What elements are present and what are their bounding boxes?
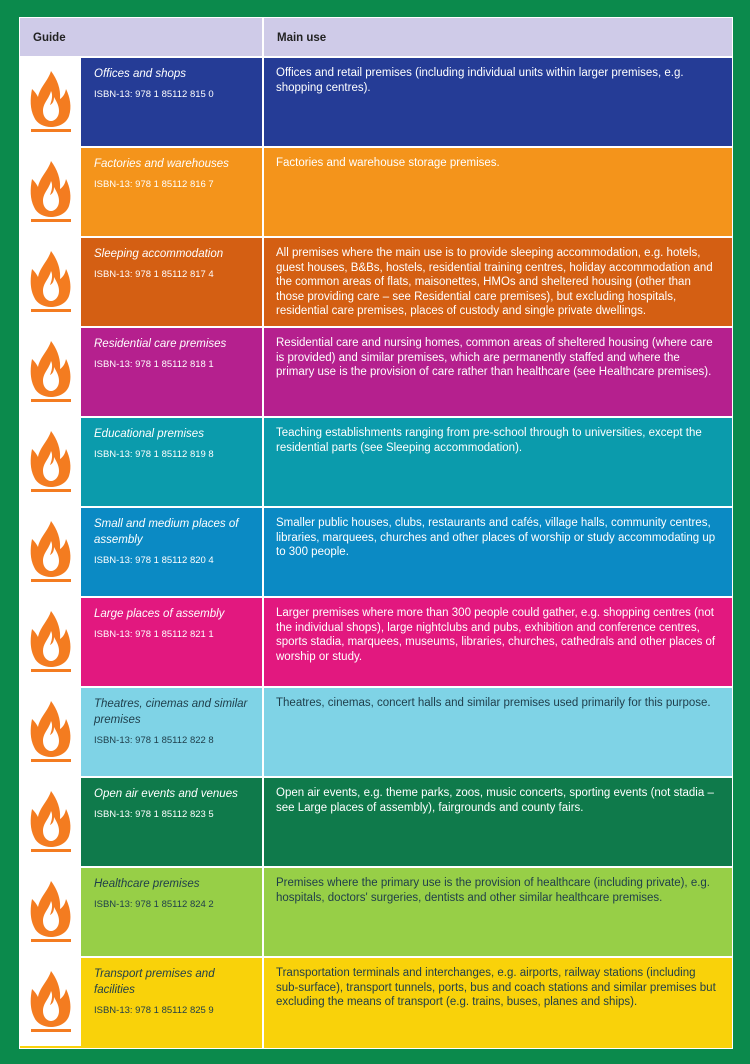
table-row	[20, 328, 732, 418]
main-use-text: Theatres, cinemas, concert halls and similar premises used primarily for this purpose.	[276, 697, 711, 709]
flame-icon	[26, 519, 76, 585]
guide-title[interactable]: Healthcare premises	[94, 878, 200, 890]
flame-icon	[26, 249, 76, 315]
guide-text	[81, 418, 222, 506]
guide-isbn: ISBN-13: 978 1 85112 815 0	[94, 89, 214, 100]
guide-title[interactable]: Factories and warehouses	[94, 158, 229, 170]
guide-isbn: ISBN-13: 978 1 85112 823 5	[94, 809, 214, 820]
guide-cell	[20, 148, 264, 236]
main-use-cell	[264, 688, 732, 776]
guide-text	[81, 958, 262, 1048]
table-row	[20, 868, 732, 958]
flame-icon-box	[20, 238, 81, 326]
guide-cell	[20, 598, 264, 686]
flame-icon-box	[20, 958, 81, 1046]
main-use-cell	[264, 58, 732, 146]
main-use-text: Smaller public houses, clubs, restaurants and cafés, village halls, community centres, libraries, marquees, churches and other places of worship or study accommodating up to 300 people.	[276, 517, 716, 559]
flame-icon	[26, 969, 76, 1035]
guide-title[interactable]: Open air events and venues	[94, 788, 238, 800]
table-row	[20, 688, 732, 778]
table-row	[20, 58, 732, 148]
guide-text	[81, 598, 232, 686]
main-use-cell	[264, 778, 732, 866]
guide-text	[81, 778, 246, 866]
table-row	[20, 508, 732, 598]
guide-text	[81, 868, 222, 956]
main-use-cell	[264, 328, 732, 416]
table-header	[20, 18, 732, 58]
guide-text	[81, 148, 237, 236]
guide-cell	[20, 868, 264, 956]
guide-isbn: ISBN-13: 978 1 85112 819 8	[94, 449, 214, 460]
flame-icon	[26, 699, 76, 765]
main-use-text: Factories and warehouse storage premises.	[276, 157, 500, 169]
table-row	[20, 418, 732, 508]
guide-isbn: ISBN-13: 978 1 85112 818 1	[94, 359, 214, 370]
guide-text	[81, 238, 231, 326]
guide-cell	[20, 418, 264, 506]
main-use-text: Offices and retail premises (including individual units within larger premises, e.g. shopping centres).	[276, 67, 684, 94]
table-row	[20, 238, 732, 328]
flame-icon-box	[20, 418, 81, 506]
main-use-text: Larger premises where more than 300 people could gather, e.g. shopping centres (not the individual shops), large nightclubs and pubs, exhibition and conference centres, sports stadia, marquees, museums, libraries, churches, cathedrals and other places of worship or study.	[276, 607, 716, 663]
flame-icon-box	[20, 58, 81, 146]
guide-isbn: ISBN-13: 978 1 85112 824 2	[94, 899, 214, 910]
guide-title[interactable]: Educational premises	[94, 428, 204, 440]
main-use-text: All premises where the main use is to provide sleeping accommodation, e.g. hotels, guest houses, B&Bs, hostels, residential training centres, holiday accommodation and the common areas of flats, maisonettes, HMOs and sheltered housing (other than those providing care – see Residential care premises), but excluding hospitals, residential care premises, places of custody and single private dwellings.	[276, 247, 713, 318]
flame-icon	[26, 69, 76, 135]
guide-cell	[20, 958, 264, 1048]
guide-cell	[20, 778, 264, 866]
table-row	[20, 148, 732, 238]
main-use-cell	[264, 238, 732, 326]
main-use-text: Premises where the primary use is the provision of healthcare (including private), e.g. hospitals, doctors' surgeries, dentists and other similar healthcare premises.	[276, 877, 711, 904]
main-use-cell	[264, 868, 732, 956]
guide-text	[81, 58, 222, 146]
guide-isbn: ISBN-13: 978 1 85112 817 4	[94, 269, 214, 280]
guide-title[interactable]: Sleeping accommodation	[94, 248, 224, 260]
flame-icon-box	[20, 688, 81, 776]
flame-icon	[26, 339, 76, 405]
flame-icon	[26, 159, 76, 225]
main-use-text: Residential care and nursing homes, common areas of sheltered housing (where care is provided) and similar premises, which are permanently staffed and where the primary use is the provision of care rather than healthcare (see Healthcare premises).	[276, 337, 713, 379]
flame-icon-box	[20, 148, 81, 236]
guides-table	[19, 17, 733, 1049]
guide-title[interactable]: Offices and shops	[94, 68, 187, 80]
main-use-cell	[264, 508, 732, 596]
guide-title[interactable]: Residential care premises	[94, 338, 227, 350]
table-row	[20, 958, 732, 1048]
main-use-column-header: Main use	[277, 32, 327, 44]
guide-column-header: Guide	[20, 18, 264, 56]
main-use-cell	[264, 598, 732, 686]
main-use-text: Open air events, e.g. theme parks, zoos, music concerts, sporting events (not stadia – see Large places of assembly), fairgrounds and county fairs.	[276, 787, 714, 814]
guide-title[interactable]: Transport premises and facilities	[94, 968, 215, 996]
main-use-cell	[264, 958, 732, 1048]
flame-icon	[26, 789, 76, 855]
flame-icon-box	[20, 778, 81, 866]
guide-cell	[20, 238, 264, 326]
flame-icon-box	[20, 598, 81, 686]
table-row	[20, 598, 732, 688]
guide-isbn: ISBN-13: 978 1 85112 820 4	[94, 555, 214, 566]
flame-icon	[26, 609, 76, 675]
guide-text	[81, 688, 262, 776]
guide-title[interactable]: Large places of assembly	[94, 608, 225, 620]
table-row	[20, 778, 732, 868]
guide-cell	[20, 688, 264, 776]
guide-isbn: ISBN-13: 978 1 85112 816 7	[94, 179, 214, 190]
flame-icon-box	[20, 508, 81, 596]
guide-title[interactable]: Small and medium places of assembly	[94, 518, 239, 546]
flame-icon	[26, 879, 76, 945]
guide-text	[81, 328, 234, 416]
main-use-cell	[264, 148, 732, 236]
guide-isbn: ISBN-13: 978 1 85112 825 9	[94, 1005, 214, 1016]
guide-cell	[20, 58, 264, 146]
guide-text	[81, 508, 262, 596]
main-use-cell	[264, 418, 732, 506]
guide-title[interactable]: Theatres, cinemas and similar premises	[94, 698, 248, 726]
guide-cell	[20, 508, 264, 596]
flame-icon	[26, 429, 76, 495]
guide-isbn: ISBN-13: 978 1 85112 821 1	[94, 629, 214, 640]
flame-icon-box	[20, 328, 81, 416]
guide-isbn: ISBN-13: 978 1 85112 822 8	[94, 735, 214, 746]
main-use-text: Transportation terminals and interchanges, e.g. airports, railway stations (including sub-surface), transport tunnels, ports, bus and coach stations and similar premises but excluding the means of transport (e.g. trains, buses, planes and ships).	[276, 967, 716, 1009]
main-use-text: Teaching establishments ranging from pre-school through to universities, except the residential parts (see Sleeping accommodation).	[276, 427, 702, 454]
flame-icon-box	[20, 868, 81, 956]
guide-cell	[20, 328, 264, 416]
